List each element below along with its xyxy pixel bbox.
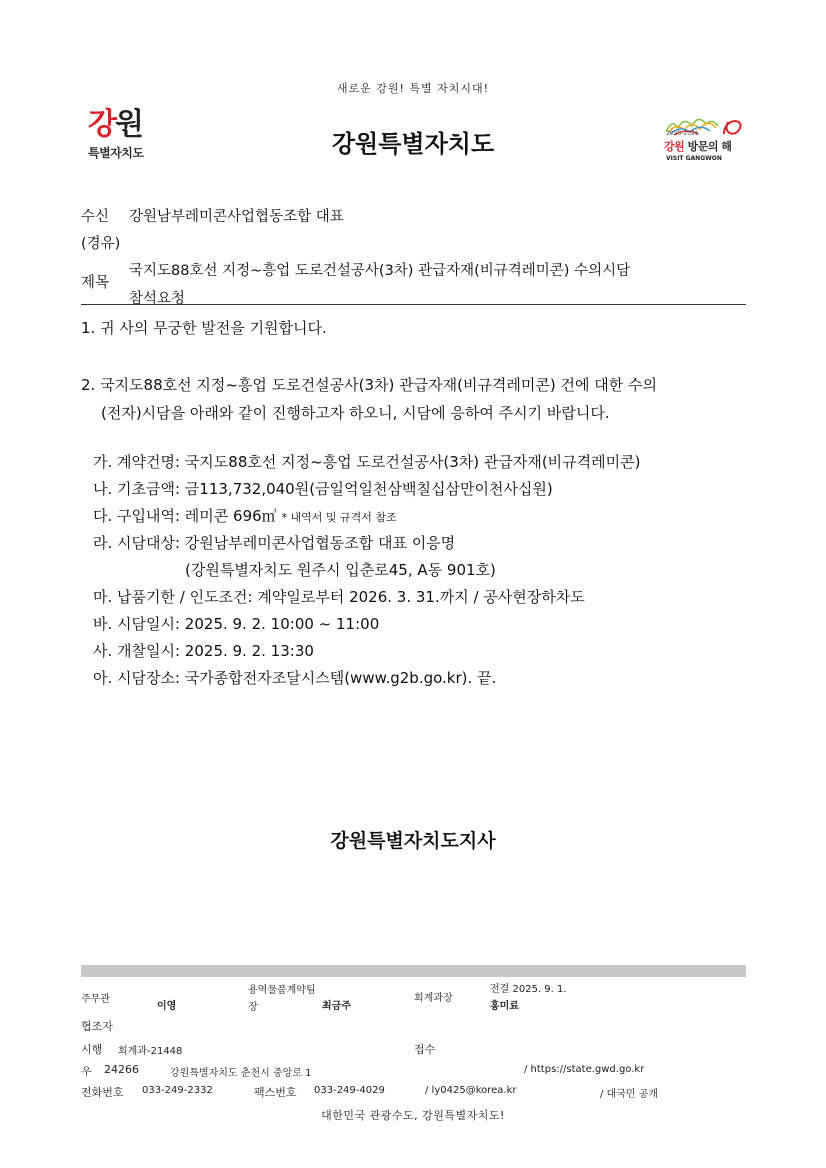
logo-left-dark-text: 원 (114, 107, 142, 142)
recipient-row (81, 205, 344, 226)
closing-signature: 강원특별자치도지사 (330, 830, 496, 852)
recipient-label: 수신 (81, 209, 110, 225)
approver-label: 회계과장 (414, 993, 453, 1004)
header-slogan: 새로운 강원! 특별 자치시대! (336, 82, 490, 95)
logo-left-subtext: 특별자치도 (88, 146, 144, 160)
logo-left-red-text: 강 (88, 107, 115, 142)
logo-right-subtext: VISIT GANGWON (666, 155, 722, 162)
paragraph-2-line-2: (전자)시담을 아래와 같이 진행하고자 하오니, 시담에 응하여 주시기 바랍니다. (101, 404, 610, 422)
reviewer-label-2: 장 (248, 1002, 258, 1013)
item-delivery: 마. 납품기한 / 인도조건: 계약일로부터 2026. 3. 31.까지 / 공사현장하차도 (93, 588, 585, 606)
item-target-address: (강원특별자치도 원주시 입춘로45, A동 901호) (185, 561, 496, 579)
cooperator-label: 협조자 (81, 1020, 113, 1033)
phone-label: 전화번호 (81, 1086, 124, 1099)
paragraph-2 (81, 371, 751, 427)
item-opening-date: 사. 개찰일시: 2025. 9. 2. 13:30 (93, 642, 314, 660)
footer-slogan: 대한민국 관광수도, 강원특별자치도! (321, 1109, 505, 1122)
approver-name: 홍미료 (490, 1001, 519, 1012)
via-label: (경유) (81, 236, 121, 252)
enforce-value: 회계과-21448 (118, 1046, 183, 1057)
visit-gangwon-logo (664, 112, 744, 170)
postal-label: 우 (81, 1065, 92, 1078)
logo-right-dark-text: 방문의 해 (684, 140, 732, 153)
receipt-label: 접수 (414, 1043, 436, 1056)
subject-label: 제목 (81, 275, 110, 291)
header-divider (81, 304, 746, 305)
item-contract-name: 가. 계약건명: 국지도88호선 지정~흥업 도로건설공사(3차) 관급자재(비규격레미콘) (93, 453, 641, 471)
item-purchase (93, 505, 397, 526)
website: / https://state.gwd.go.kr (524, 1064, 645, 1075)
email: / ly0425@korea.kr (425, 1085, 517, 1096)
drafter-label: 주무관 (81, 994, 110, 1005)
item-negotiation-date: 바. 시담일시: 2025. 9. 2. 10:00 ~ 11:00 (93, 615, 380, 633)
reviewer-name: 최금주 (322, 1001, 351, 1012)
approved-note: 전결 2025. 9. 1. (490, 984, 567, 995)
item-purchase-text: 다. 구입내역: 레미콘 696㎥ (93, 507, 277, 525)
logo-right-years: 2025-2026 (666, 130, 699, 137)
subject-line-2: 참석요청 (129, 291, 186, 307)
enforce-label: 시행 (81, 1043, 103, 1056)
item-negotiation-target: 라. 시담대상: 강원남부레미콘사업협동조합 대표 이응명 (93, 534, 456, 552)
paragraph-2-line-1: 2. 국지도88호선 지정~흥업 도로건설공사(3차) 관급자재(비규격레미콘) 건에 대한 수의 (81, 376, 657, 394)
recipient-value: 강원남부레미콘사업협동조합 대표 (129, 209, 344, 225)
fax-label: 팩스번호 (254, 1086, 297, 1099)
postal-code: 24266 (104, 1063, 139, 1076)
item-location: 아. 시담장소: 국가종합전자조달시스템(www.g2b.go.kr). 끝. (93, 669, 497, 687)
subject-line-1: 국지도88호선 지정~흥업 도로건설공사(3차) 관급자재(비규격레미콘) 수의시담 (129, 263, 631, 279)
item-purchase-note: * 내역서 및 규격서 참조 (281, 511, 397, 524)
item-base-amount: 나. 기초금액: 금113,732,040원(금일억일천삼백칠십삼만이천사십원) (93, 480, 553, 498)
footer-bar (81, 965, 746, 977)
disclosure: / 대국민 공개 (600, 1089, 659, 1100)
phone: 033-249-2332 (142, 1085, 213, 1096)
paragraph-1: 1. 귀 사의 무궁한 발전을 기원합니다. (81, 319, 327, 337)
logo-right-red-text: 강원 (664, 140, 685, 153)
reviewer-label-1: 용역물품계약팀 (248, 985, 316, 996)
fax: 033-249-4029 (314, 1085, 385, 1096)
drafter-name: 이영 (157, 1001, 177, 1012)
address: 강원특별자치도 춘천시 중앙로 1 (170, 1068, 312, 1079)
org-title: 강원특별자치도 (331, 130, 495, 158)
